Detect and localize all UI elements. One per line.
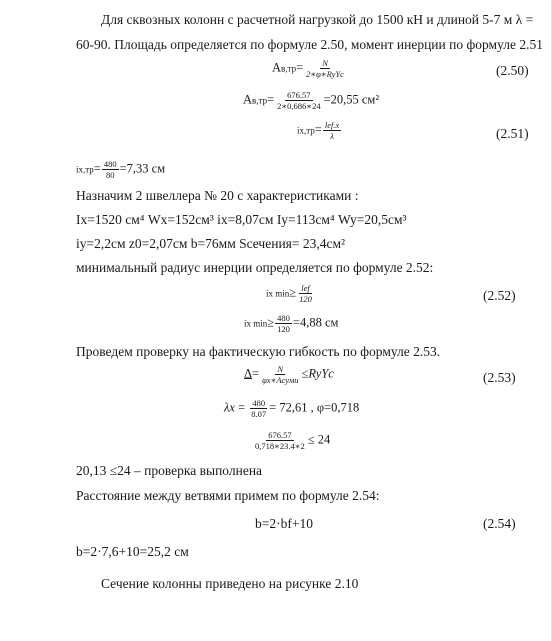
check-line: 20,13 ≤24 – проверка выполнена [76, 463, 263, 478]
eq-result: =4,88 см [292, 315, 339, 330]
equation-number: (2.54) [483, 516, 516, 531]
eq-fraction [102, 159, 119, 180]
equation-2-53-calc-1: λx = $\frac{480}{8.07}$ = 72,61 , φ=0,718 [224, 398, 360, 419]
eq-lhs: ix,тр [297, 125, 315, 136]
eq-result: =20,55 см² [323, 92, 380, 107]
calc-line: b=2·7,6+10=25,2 см [76, 544, 189, 559]
equation-number: (2.51) [496, 126, 529, 141]
eq-result: = 72,61 , φ=0,718 [269, 400, 360, 415]
eq-lhs: A [243, 92, 253, 107]
equation-2-50: Aв,тр= $\frac{N}{\text{2∗φ∗RyYc}}$ [272, 58, 344, 79]
eq-numerator: N [277, 364, 284, 374]
equation-2-51: ix,тр= $\frac{\text{lef.x}}{\lambda}$ [297, 120, 340, 141]
eq-denominator: 2∗0,686∗24 [277, 101, 321, 111]
paragraph-line: минимальный радиус инерции определяется по формуле 2.52: [76, 260, 434, 275]
eq-denominator: φx∗Aсуми [262, 375, 299, 385]
eq-lhs-sub: в,тр [252, 95, 268, 106]
eq-denominator: 0,718∗23.4∗2 [255, 441, 305, 451]
eq-fraction [275, 313, 292, 334]
eq-numerator: lef [301, 283, 310, 293]
eq-numerator: 676.57 [268, 430, 292, 440]
equation-number: (2.53) [483, 370, 516, 385]
properties-line: Ix=1520 см⁴ Wx=152см³ ix=8,07см Iy=113см⁴ Wy=20,5см³ [76, 212, 407, 227]
eq-numerator: N [322, 58, 328, 68]
eq-fraction [260, 364, 300, 385]
eq-numerator: 480 [252, 398, 266, 408]
equation-2-51-calc: ix,тр= $\frac{480}{80}$ =7,33 см [76, 159, 166, 180]
equation-2-50-calc: Aв,тр= $\frac{676.57}{2∗0,686∗24}$ =20,55 см² [243, 90, 380, 111]
eq-result: =7,33 см [119, 161, 166, 176]
eq-denominator: 80 [105, 170, 115, 180]
eq-numerator: 480 [277, 313, 290, 323]
eq-lhs: ix min [266, 288, 290, 299]
eq-fraction [297, 283, 314, 304]
eq-fraction [253, 430, 307, 451]
eq-rhs: ≤RyYc [301, 366, 334, 381]
eq-numerator: 676.57 [287, 90, 311, 100]
eq-lhs: Δ [244, 366, 253, 381]
eq-lhs: A [272, 60, 282, 75]
paragraph-line: 60-90. Площадь определяется по формуле 2.50, момент инерции по формуле 2.51 [76, 37, 543, 52]
paragraph-line: Проведем проверку на фактическую гибкость по формуле 2.53. [76, 344, 441, 359]
properties-line: iy=2,2см z0=2,07см b=76мм Sсечения= 23,4см² [76, 236, 346, 251]
eq-fraction [323, 120, 341, 141]
eq-denominator: 2∗φ∗RyYc [306, 69, 344, 79]
eq-lhs: ix min [244, 318, 268, 329]
eq-fraction [275, 90, 322, 111]
eq-denominator: λ [330, 131, 334, 141]
eq-denominator: 120 [299, 294, 312, 304]
equation-2-54: b=2·bf+10 [255, 516, 313, 531]
equation-2-52-calc: ix min≥ $\frac{480}{120}$ =4,88 см [244, 313, 339, 334]
eq-denominator: 8.07 [251, 409, 267, 419]
paragraph-line: Сечение колонны приведено на рисунке 2.10 [101, 576, 359, 591]
equation-number: (2.52) [483, 288, 516, 303]
eq-result: ≤ 24 [307, 432, 331, 447]
equation-2-52: ix min≥ $\frac{\text{lef}}{120}$ [266, 283, 312, 304]
paragraph-line: Для сквозных колонн с расчетной нагрузкой до 1500 кН и длиной 5-7 м λ = [101, 12, 534, 27]
eq-fraction [249, 398, 268, 419]
paragraph-line: Расстояние между ветвями примем по формуле 2.54: [76, 488, 380, 503]
eq-lhs-sub: в,тр [281, 63, 297, 74]
paragraph-line: Назначим 2 швеллера № 20 с характеристиками : [76, 188, 359, 203]
eq-numerator: lef.x [324, 120, 340, 130]
eq-lhs: ix,тр [76, 164, 94, 175]
eq-denominator: 120 [277, 324, 290, 334]
eq-fraction [304, 58, 346, 79]
equation-2-53-calc-2 [252, 430, 330, 451]
equation-number: (2.50) [496, 63, 529, 78]
equation-2-53: Δ= $\frac{N}{\text{φx∗Aсуми}}$ ≤RyYc [244, 364, 334, 385]
eq-numerator: 480 [103, 159, 117, 169]
eq-lhs: λx [224, 400, 235, 415]
